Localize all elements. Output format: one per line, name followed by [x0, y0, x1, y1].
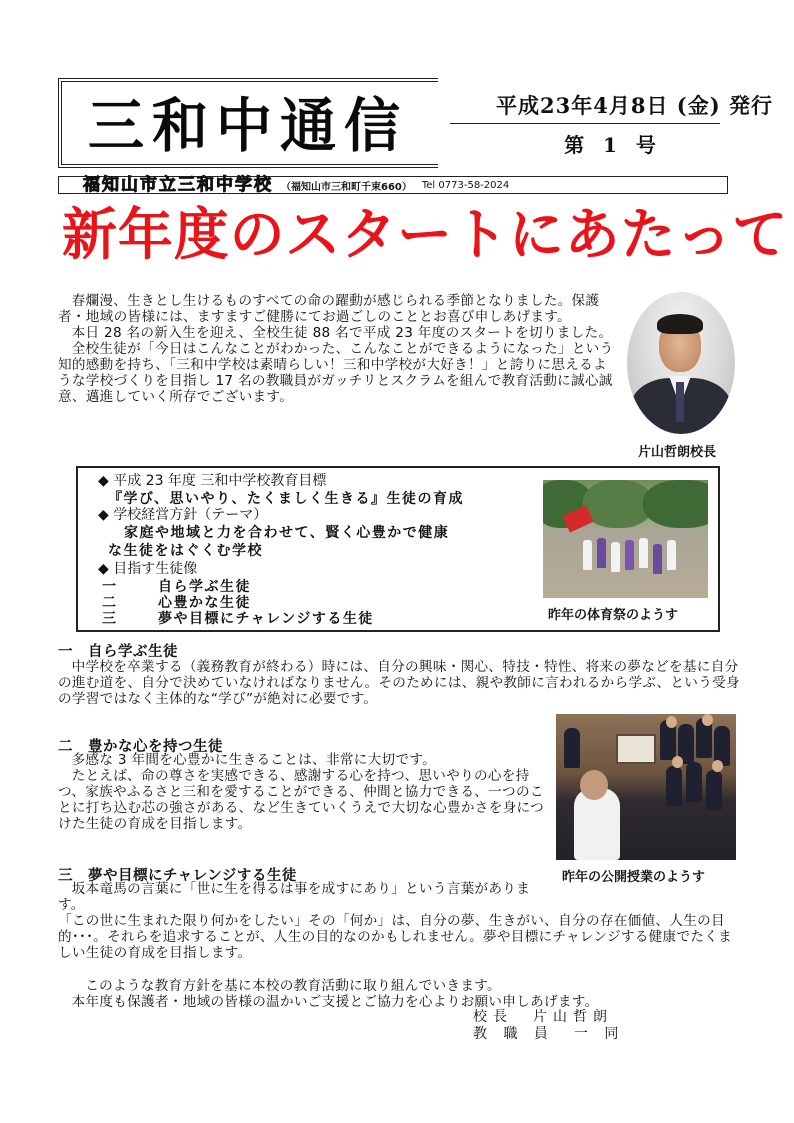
class-photo-caption: 昨年の公開授業のようす [562, 870, 706, 885]
principal-photo [627, 292, 735, 434]
photo-detail [616, 734, 656, 764]
intro-paragraph: 春爛漫、生きとし生けるものすべての命の躍動が感じられる季節となりました。保護者・地域の皆様には、ますますご健勝にてお過ごしのこととお喜び申しあげます。 [58, 293, 600, 325]
divider [450, 123, 720, 124]
photo-detail [643, 480, 708, 528]
student-image-text: 夢や目標にチャレンジする生徒 [158, 611, 374, 627]
section1-paragraph: 中学校を卒業する（義務教育が終わる）時には、自分の興味・関心、特技・特性、将来の夢などを基に自分の進む道を、自分で決めていなければなりません。そのためには、親や教師に言われるから学ぶ、という受身の学習ではなく主体的な“学び”が絶対に必要です。 [58, 659, 740, 707]
school-name: 福知山市立三和中学校 [83, 175, 273, 195]
open-class-photo [556, 714, 736, 860]
photo-detail [653, 544, 662, 574]
photo-detail [597, 538, 606, 568]
photo-detail [666, 716, 677, 728]
issue-number: 第 1 号 [564, 133, 662, 157]
sports-photo-caption: 昨年の体育祭のようす [548, 608, 679, 623]
section2-body [58, 752, 546, 832]
school-tel: Tel 0773-58-2024 [421, 179, 510, 191]
section2-paragraph: たとえば、命の尊さを実感できる、感謝する心を持つ、思いやりの心を持つ、家族やふるさと三和を愛することができる、仲間と協力できる、一つのことに打ち込む芯の強さがある、など生きていくうえで大切な心豊かさを身につけた生徒の育成を目指します。 [58, 768, 545, 832]
photo-detail [676, 382, 684, 422]
school-bar [58, 176, 728, 194]
goal-text: 『学び、思いやり、たくましく生きる』生徒の育成 [108, 491, 464, 507]
closing-line: 本年度も保護者・地域の皆様の温かいご支援とご協力を心よりお願い申しあげます。 [71, 994, 599, 1010]
photo-detail [580, 770, 608, 800]
section3-heading: 三 夢や目標にチャレンジする生徒 [58, 868, 297, 884]
photo-detail [583, 540, 592, 570]
photo-detail [672, 756, 683, 768]
photo-detail [639, 538, 648, 568]
photo-detail [667, 540, 676, 570]
intro-text [58, 293, 614, 405]
goal-heading: ◆ 平成 23 年度 三和中学校教育目標 [98, 473, 327, 489]
issue-date: 平成23年4月8日 (金) 発行 [496, 93, 773, 118]
newsletter-title: 三和中通信 [88, 91, 408, 161]
policy-text: 家庭や地域と力を合わせて、賢く心豊かで健康 [124, 525, 450, 541]
photo-detail [702, 714, 713, 726]
section3-paragraph: 「この世に生まれた限り何かをしたい」その「何か」は、自分の夢、生きがい、自分の存在価値、人生の目的･･･。それらを追求することが、人生の目的なのかもしれません。夢や目標にチャレンジする健康でたくましい生徒の育成を目指します。 [58, 913, 733, 961]
student-image-num: 三 [102, 611, 118, 627]
student-image-num: 二 [102, 595, 118, 611]
headline: 新年度のスタートにあたって [62, 203, 789, 268]
closing-line: このような教育方針を基に本校の教育活動に取り組んでいきます。 [85, 978, 501, 994]
intro-paragraph: 全校生徒が「今日はこんなことがわかった、こんなことができるようになった」という知的感動を持ち、「三和中学校は素晴らしい！三和中学校が大好き！」と誇りに思えるような学校づくりを目指し 17 名の教職員がガッチリとスクラムを組んで教育活動に誠心誠意、邁進していく所存でございます。 [58, 341, 614, 405]
student-image-heading: ◆ 目指す生徒像 [98, 561, 198, 577]
masthead [58, 78, 773, 170]
section3-body [58, 881, 742, 961]
signature-staff: 教 職 員 一 同 [473, 1026, 625, 1042]
student-image-num: 一 [102, 579, 118, 595]
sports-festival-photo [543, 480, 708, 598]
signature-principal: 校長 片山哲朗 [473, 1009, 613, 1025]
section1-body [58, 659, 742, 707]
section2-paragraph: 多感な 3 年間を心豊かに生きることは、非常に大切です。 [71, 752, 437, 768]
closing-text [58, 978, 758, 1010]
section1-heading: 一 自ら学ぶ生徒 [58, 644, 178, 660]
policy-heading: ◆ 学校経営方針（テーマ） [98, 507, 268, 523]
photo-detail [706, 770, 722, 810]
student-image-text: 自ら学ぶ生徒 [158, 579, 251, 595]
photo-detail [564, 728, 580, 768]
section2-heading: 二 豊かな心を持つ生徒 [58, 739, 223, 755]
photo-detail [712, 760, 723, 772]
principal-caption: 片山哲朗校長 [638, 445, 717, 460]
policy-text: な生徒をはぐくむ学校 [108, 543, 263, 559]
section3-paragraph: 坂本竜馬の言葉に「世に生を得るは事を成すにあり」という言葉があります。 [58, 881, 531, 913]
photo-detail [686, 762, 702, 802]
education-goals-box [76, 466, 720, 632]
student-image-text: 心豊かな生徒 [158, 595, 251, 611]
photo-detail [625, 540, 634, 570]
photo-detail [657, 314, 703, 334]
school-address: （福知山市三和町千束660） [281, 181, 412, 193]
photo-detail [666, 766, 682, 806]
intro-paragraph: 本日 28 名の新入生を迎え、全校生徒 88 名で平成 23 年度のスタートを切りました。 [71, 325, 613, 341]
photo-detail [611, 542, 620, 572]
